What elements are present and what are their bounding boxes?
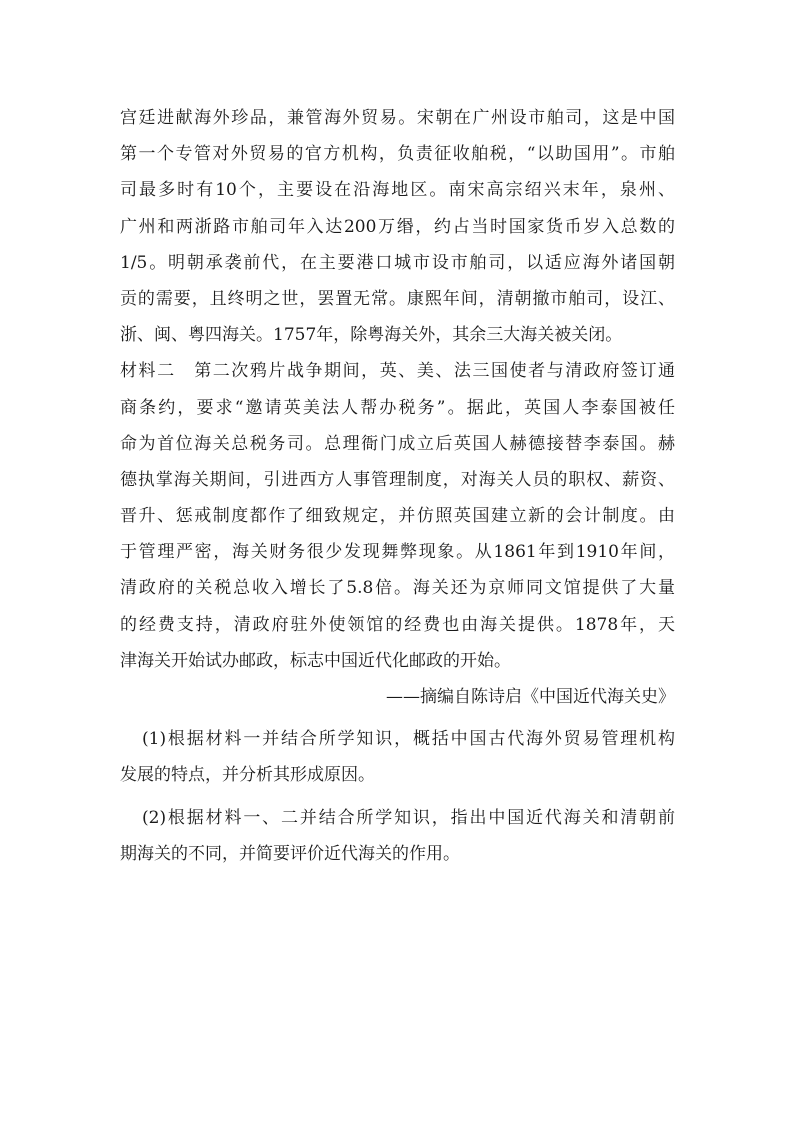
paragraph-line: 津海关开始试办邮政，标志中国近代化邮政的开始。 [120, 650, 511, 671]
paragraph-line: 贡的需要，且终明之世，罢置无常。康熙年间，清朝撤市舶司，设江、 [120, 288, 675, 309]
paragraph-line: 宫廷进献海外珍品，兼管海外贸易。宋朝在广州设市舶司，这是中国 [120, 108, 675, 128]
paragraph-line: 广州和两浙路市舶司年入达200万缗，约占当时国家货币岁入总数的 [120, 216, 675, 237]
question-line: (2)根据材料一、二并结合所学知识，指出中国近代海关和清朝前 [142, 807, 675, 828]
question-line: (1)根据材料一并结合所学知识，概括中国古代海外贸易管理机构 [142, 729, 675, 750]
paragraph-line: 命为首位海关总税务司。总理衙门成立后英国人赫德接替李泰国。赫 [120, 433, 675, 454]
paragraph-line: 晋升、惩戒制度都作了细致规定，并仿照英国建立新的会计制度。由 [120, 506, 675, 527]
paragraph-line: 清政府的关税总收入增长了5.8倍。海关还为京师同文馆提供了大量 [120, 578, 675, 599]
document-body [120, 102, 675, 874]
paragraph-line: 浙、闽、粤四海关。1757年，除粤海关外，其余三大海关被关闭。 [120, 325, 623, 346]
paragraph-line: 商条约，要求“邀请英美法人帮办税务”。据此，英国人李泰国被任 [120, 397, 675, 418]
question-one [120, 723, 675, 795]
paragraph-line: 的经费支持，清政府驻外使领馆的经费也由海关提供。1878年，天 [120, 614, 675, 635]
material-one-paragraph [120, 102, 675, 355]
question-line: 期海关的不同，并简要评价近代海关的作用。 [120, 843, 460, 864]
paragraph-line: 德执掌海关期间，引进西方人事管理制度，对海关人员的职权、薪资、 [120, 469, 675, 490]
source-attribution: ——摘编自陈诗启《中国近代海关史》 [386, 687, 675, 707]
paragraph-line: 司最多时有10个，主要设在沿海地区。南宋高宗绍兴末年，泉州、 [120, 180, 675, 201]
paragraph-line: 第一个专管对外贸易的官方机构，负责征收舶税，“以助国用”。市舶 [120, 144, 675, 165]
paragraph-line: 材料二 第二次鸦片战争期间，英、美、法三国使者与清政府签订通 [120, 361, 675, 382]
question-two [120, 802, 675, 874]
question-line: 发展的特点，并分析其形成原因。 [120, 765, 375, 786]
material-two-paragraph [120, 355, 675, 681]
paragraph-line: 于管理严密，海关财务很少发现舞弊现象。从1861年到1910年间， [120, 542, 675, 563]
paragraph-line: 1/5。明朝承袭前代，在主要港口城市设市舶司，以适应海外诸国朝 [120, 252, 675, 273]
